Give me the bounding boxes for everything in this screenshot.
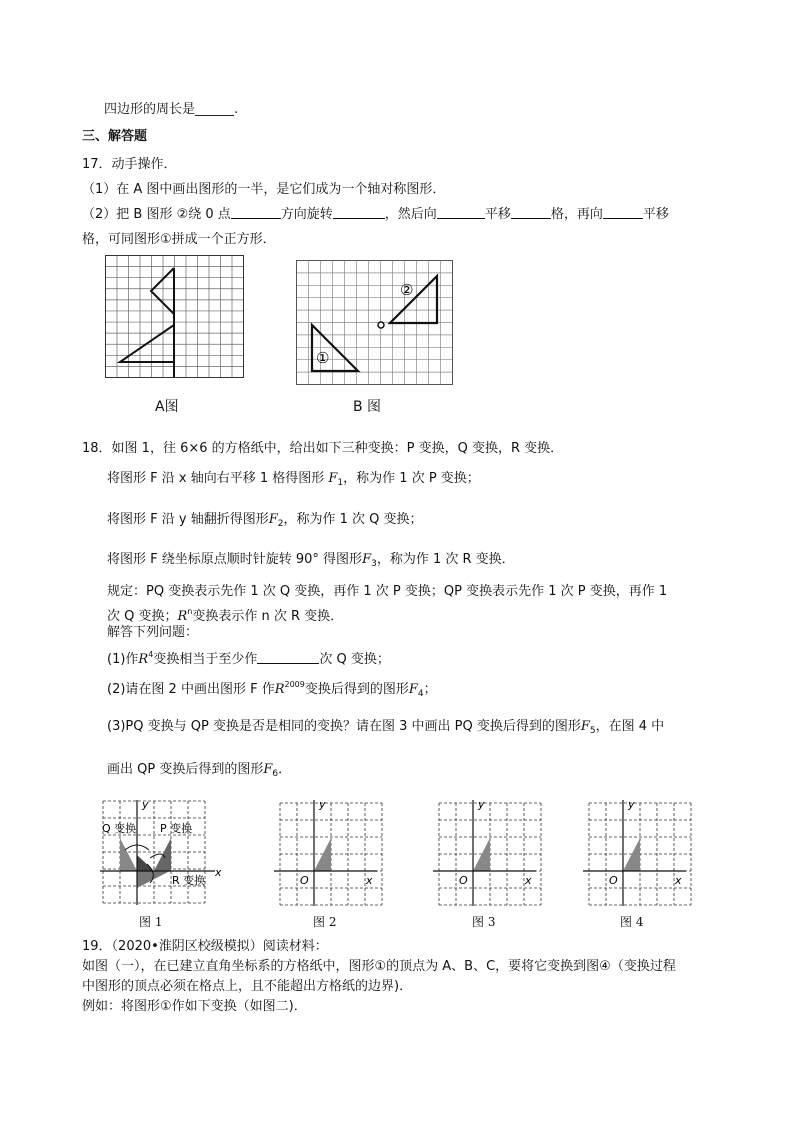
grid-lines: [103, 801, 205, 903]
math-R: R: [138, 652, 149, 667]
math-sub: 6: [272, 769, 279, 779]
figure-b-caption: B 图: [353, 399, 382, 415]
q18-r-def: [107, 551, 515, 573]
q17-part2-line1: [82, 206, 669, 224]
q18-sub1: [107, 646, 390, 669]
shape-q: [120, 838, 137, 871]
q18-text: ，称为作 1 次 P 变换；: [343, 471, 480, 486]
figure-2: [274, 798, 384, 908]
answer-blank[interactable]: [511, 206, 551, 219]
q17-part2-text: 方向旋转: [280, 207, 333, 222]
q18-text: 画出 QP 变换后得到的图形: [107, 762, 264, 777]
axis-x-label: x: [525, 874, 532, 887]
q17-part2-line2: 格，可同图形①拼成一个正方形．: [82, 232, 276, 247]
q19-title: 19．（2020•淮阴区校级模拟）阅读材料：: [82, 939, 328, 954]
figure-a-caption: A图: [155, 399, 179, 415]
q18-text: ，称为作 1 次 Q 变换；: [283, 512, 423, 527]
axis-x-label: x: [366, 874, 373, 887]
math-F: F: [362, 552, 372, 567]
shape-2-label: ②: [400, 281, 414, 299]
r-transform-label: R 变换: [172, 874, 206, 887]
answer-blank[interactable]: [231, 206, 281, 219]
q18-intro: 18．如图 1，往 6×6 的方格纸中，给出如下三种变换：P 变换，Q 变换，R 变换．: [82, 441, 564, 456]
shape-1-label: ①: [316, 349, 330, 367]
figure-1-caption: 图 1: [139, 915, 163, 929]
q18-rule-line2: [107, 603, 343, 626]
figure-4-caption: 图 4: [620, 915, 644, 929]
q17-title: 17．动手操作．: [82, 157, 177, 172]
math-F: F: [268, 512, 278, 527]
q18-rule-line1: 规定：PQ 变换表示先作 1 次 Q 变换，再作 1 次 P 变换；QP 变换表示先作 1 次 P 变换，再作 1: [107, 584, 668, 599]
q18-text: (3)PQ 变换与 QP 变换是否是相同的变换？请在图 3 中画出 PQ 变换后得到的图形: [107, 719, 581, 734]
math-sub: 5: [589, 726, 596, 736]
axis-y-label: y: [628, 798, 635, 811]
q18-text: (1)作: [107, 652, 139, 667]
q18-text: 变换相当于至少作: [153, 652, 258, 667]
q18-text: 次 Q 变换；: [319, 652, 390, 667]
axis-y-label: y: [142, 798, 149, 811]
answer-blank[interactable]: [437, 206, 485, 219]
axis-x-label: x: [675, 874, 682, 887]
q18-text: ．: [278, 762, 292, 777]
axis-y-label: y: [478, 798, 485, 811]
q17-part2-text: ，然后向: [384, 207, 437, 222]
q18-p-def: [107, 470, 480, 492]
p-transform-label: P 变换: [160, 822, 193, 835]
figure-a-grid: [105, 255, 245, 379]
math-sub: 2: [277, 519, 284, 529]
q18-text: 将图形 F 绕坐标原点顺时针旋转 90° 得图形: [107, 552, 363, 567]
q18-text: ，在图 4 中: [595, 719, 665, 734]
origin-label: O: [459, 874, 468, 887]
q17-part2-text: 平移: [484, 207, 511, 222]
figure-3: [433, 798, 543, 908]
q18-text: ，称为作 1 次 R 变换．: [376, 552, 515, 567]
q18-sub2: [107, 676, 437, 703]
q19-line1: 如图（一），在已建立直角坐标系的方格纸中，图形①的顶点为 A、B、C，要将它变换到图④（变换过程: [82, 959, 676, 974]
q18-q-def: [107, 511, 423, 533]
q18-sub3: [107, 718, 664, 740]
origin-label: O: [609, 874, 618, 887]
math-F: F: [263, 762, 273, 777]
q17-part2-text: （2）把 B 图形 ②绕 0 点: [82, 207, 231, 222]
math-R: R: [177, 609, 188, 624]
shape-f: [623, 838, 640, 871]
q18-text: ；: [423, 682, 437, 697]
perimeter-line: 四边形的周长是______.: [104, 102, 239, 117]
answer-blank[interactable]: [257, 651, 319, 664]
q18-sub3-cont: [107, 761, 291, 783]
q18-text: 将图形 F 沿 y 轴翻折得图形: [107, 512, 269, 527]
math-sub: 3: [371, 559, 377, 569]
math-sup: 4: [148, 650, 154, 659]
math-sub: 4: [417, 689, 424, 699]
rotation-point: [378, 322, 384, 328]
axis-y-label: y: [319, 798, 326, 811]
shape-2: [390, 276, 437, 323]
figure-1: [100, 798, 230, 908]
figure-b-grid: [296, 260, 454, 386]
figure-4: [583, 798, 693, 908]
axis-x-label: x: [215, 866, 222, 879]
q18-text: 将图形 F 沿 x 轴向右平移 1 格得图形: [107, 471, 325, 486]
q19-line2: 中图形的顶点必须在格点上，且不能超出方格纸的边界)．: [82, 979, 413, 994]
q17-part1: （1）在 A 图中画出图形的一半，是它们成为一个轴对称图形．: [82, 182, 446, 197]
q17-part2-text: 格，再向: [550, 207, 603, 222]
section-heading: 三、解答题: [82, 129, 148, 144]
shape-f: [473, 838, 490, 871]
q19-line3: 例如：将图形①作如下变换（如图二)．: [82, 999, 307, 1014]
math-R: R: [274, 682, 285, 697]
half-shape: [120, 268, 174, 362]
math-sub: 1: [337, 478, 344, 488]
q18-answer-label: 解答下列问题：: [107, 625, 199, 640]
math-F: F: [328, 471, 338, 486]
answer-blank[interactable]: [603, 206, 643, 219]
q-transform-label: Q 变换: [102, 822, 137, 835]
origin-label: O: [300, 874, 309, 887]
q17-part2-text: 平移: [642, 207, 669, 222]
q18-text: 变换表示作 n 次 R 变换．: [192, 609, 344, 624]
math-F: F: [408, 682, 418, 697]
figure-3-caption: 图 3: [472, 915, 496, 929]
q18-text: 次 Q 变换；: [107, 609, 178, 624]
answer-blank[interactable]: [333, 206, 385, 219]
q18-text: 变换后得到的图形: [304, 682, 409, 697]
q18-text: (2)请在图 2 中画出图形 F 作: [107, 682, 275, 697]
shape-f: [314, 838, 331, 871]
figure-2-caption: 图 2: [313, 915, 337, 929]
math-F: F: [580, 719, 590, 734]
math-sup: 2009: [284, 680, 305, 689]
math-sup: n: [187, 607, 193, 616]
